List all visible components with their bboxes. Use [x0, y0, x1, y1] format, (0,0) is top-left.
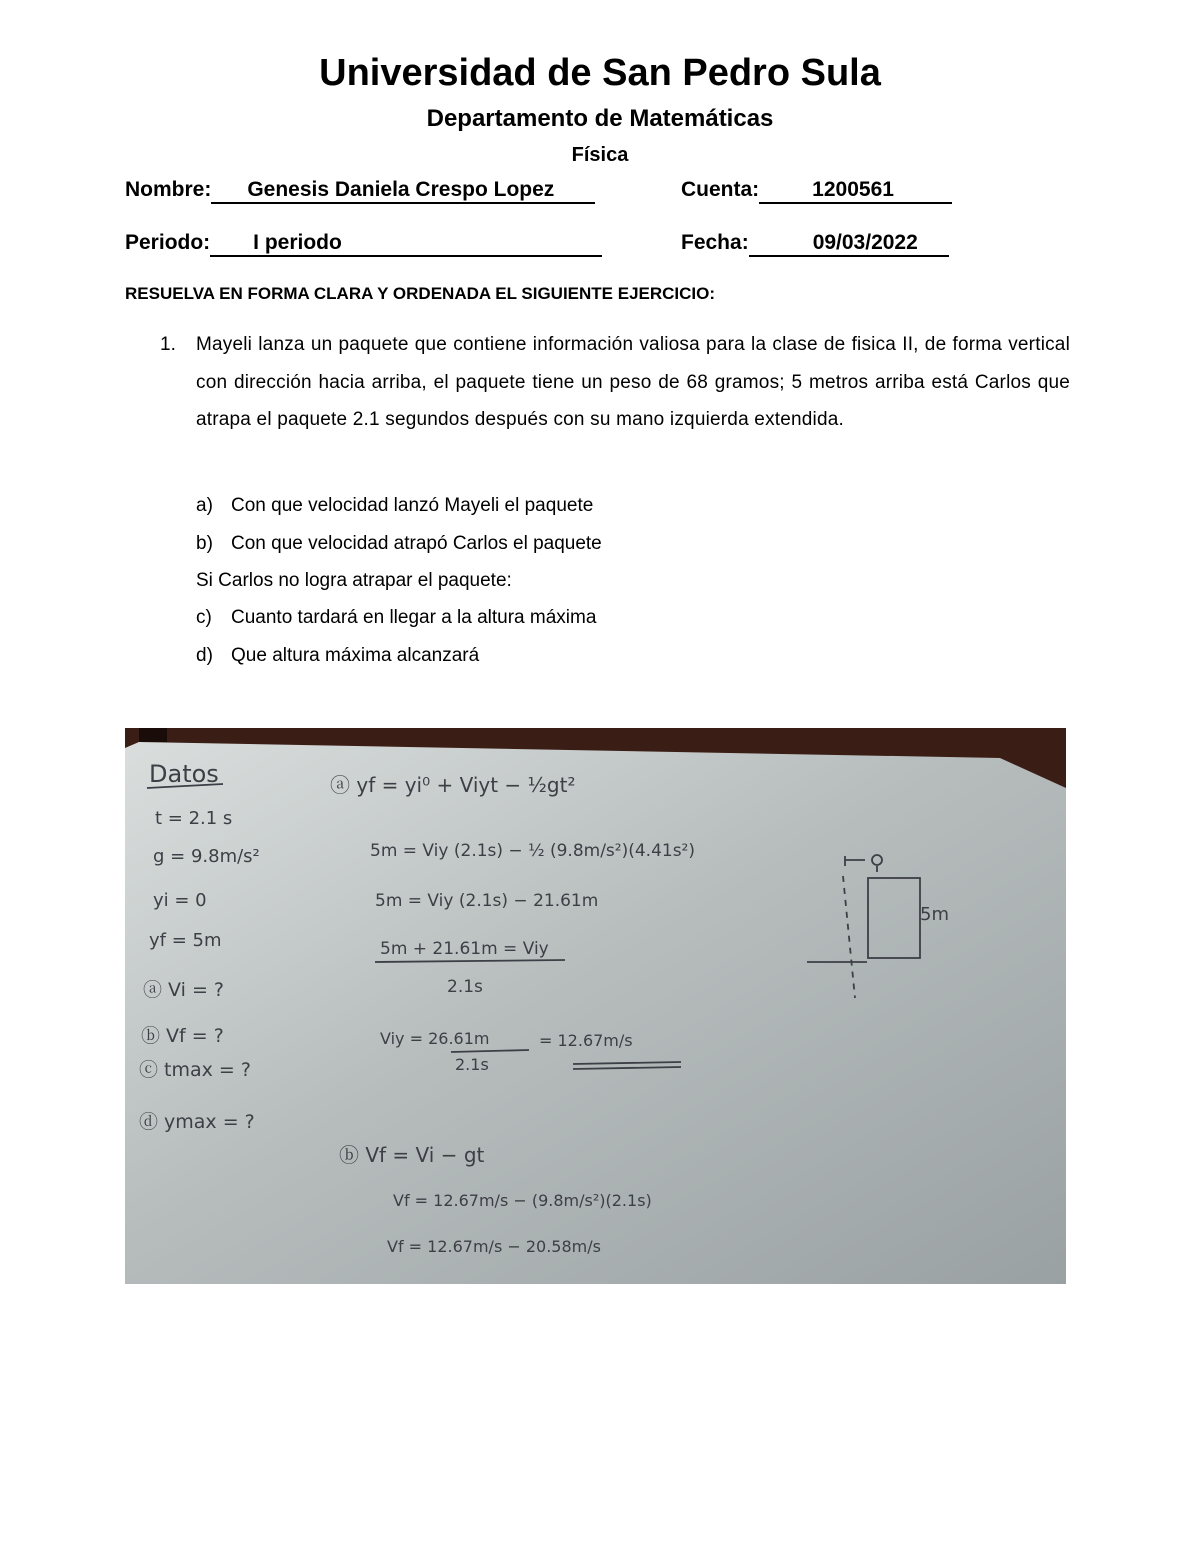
problem-number: 1.: [160, 334, 176, 355]
dato-t: t = 2.1 s: [155, 808, 233, 829]
part-a-line-3: 5m + 21.61m = Viy: [380, 939, 549, 959]
cuenta-field: [681, 178, 952, 204]
part-b-line-2: Vf = 12.67m/s − 20.58m/s: [387, 1237, 601, 1256]
university-title: Universidad de San Pedro Sula: [319, 52, 881, 94]
question-d: [196, 645, 479, 667]
part-b-line-1: Vf = 12.67m/s − (9.8m/s²)(2.1s): [393, 1191, 652, 1210]
periodo-label: Periodo:: [125, 231, 211, 254]
dato-c: ⓒ tmax = ?: [139, 1059, 251, 1081]
fecha-field: [681, 231, 949, 257]
problem-text: Mayeli lanza un paquete que contiene información valiosa para la clase de fisica II, de forma vertical con dirección hacia arriba, el paquete tiene un peso de 68 gramos; 5 metros arriba está Carlos que atrapa el paquete 2.1 segundos después con su mano izquierda extendida.: [196, 334, 1070, 430]
problem-statement: [160, 326, 1070, 439]
part-a-line-5: Viy = 26.61m: [380, 1029, 490, 1048]
question-b: [196, 533, 602, 555]
question-text: Cuanto tardará en llegar a la altura máxima: [231, 607, 597, 628]
photo-corner-mark: [139, 728, 167, 742]
question-letter: c): [196, 607, 212, 628]
part-a-formula: ⓐ yf = yi⁰ + Viyt − ½gt²: [330, 773, 576, 797]
part-a-line-6: 2.1s: [455, 1055, 489, 1074]
periodo-field: [125, 231, 602, 257]
part-a-line-2: 5m = Viy (2.1s) − 21.61m: [375, 891, 599, 911]
fecha-label: Fecha:: [681, 231, 749, 254]
handwritten-solution-photo: [125, 728, 1066, 1284]
question-c: [196, 607, 596, 629]
part-b-formula: ⓑ Vf = Vi − gt: [339, 1143, 485, 1167]
question-letter: a): [196, 495, 213, 516]
nombre-field: [125, 178, 595, 204]
question-text: Con que velocidad atrapó Carlos el paquete: [231, 533, 602, 554]
datos-title: Datos: [149, 760, 219, 788]
diagram-height-label: 5m: [920, 904, 949, 925]
question-letter: d): [196, 645, 213, 666]
question-letter: b): [196, 533, 213, 554]
part-a-result: = 12.67m/s: [539, 1031, 633, 1050]
part-a-line-1: 5m = Viy (2.1s) − ½ (9.8m/s²)(4.41s²): [370, 841, 696, 861]
question-text: Que altura máxima alcanzará: [231, 645, 480, 666]
nombre-value: Genesis Daniela Crespo Lopez: [211, 179, 595, 204]
question-a: [196, 495, 593, 517]
cuenta-value: 1200561: [759, 179, 952, 204]
dato-a: ⓐ Vi = ?: [143, 979, 224, 1001]
fecha-value: 09/03/2022: [749, 232, 949, 257]
part-a-line-4: 2.1s: [447, 977, 483, 997]
question-intro: [196, 570, 512, 592]
dato-yf: yf = 5m: [149, 930, 222, 951]
periodo-value: I periodo: [210, 232, 602, 257]
dato-d: ⓓ ymax = ?: [139, 1111, 255, 1133]
subject-title: Física: [571, 144, 629, 166]
cuenta-label: Cuenta:: [681, 178, 760, 201]
handwritten-solution-drawing: [125, 728, 1066, 1284]
department-title: Departamento de Matemáticas: [426, 105, 774, 132]
question-text: Con que velocidad lanzó Mayeli el paquete: [231, 495, 594, 516]
nombre-label: Nombre:: [125, 178, 212, 201]
dato-g: g = 9.8m/s²: [153, 846, 260, 867]
dato-b: ⓑ Vf = ?: [141, 1025, 224, 1047]
instructions: RESUELVA EN FORMA CLARA Y ORDENADA EL SIGUIENTE EJERCICIO:: [125, 284, 716, 303]
question-text: Si Carlos no logra atrapar el paquete:: [196, 570, 512, 591]
dato-yi: yi = 0: [153, 890, 207, 911]
